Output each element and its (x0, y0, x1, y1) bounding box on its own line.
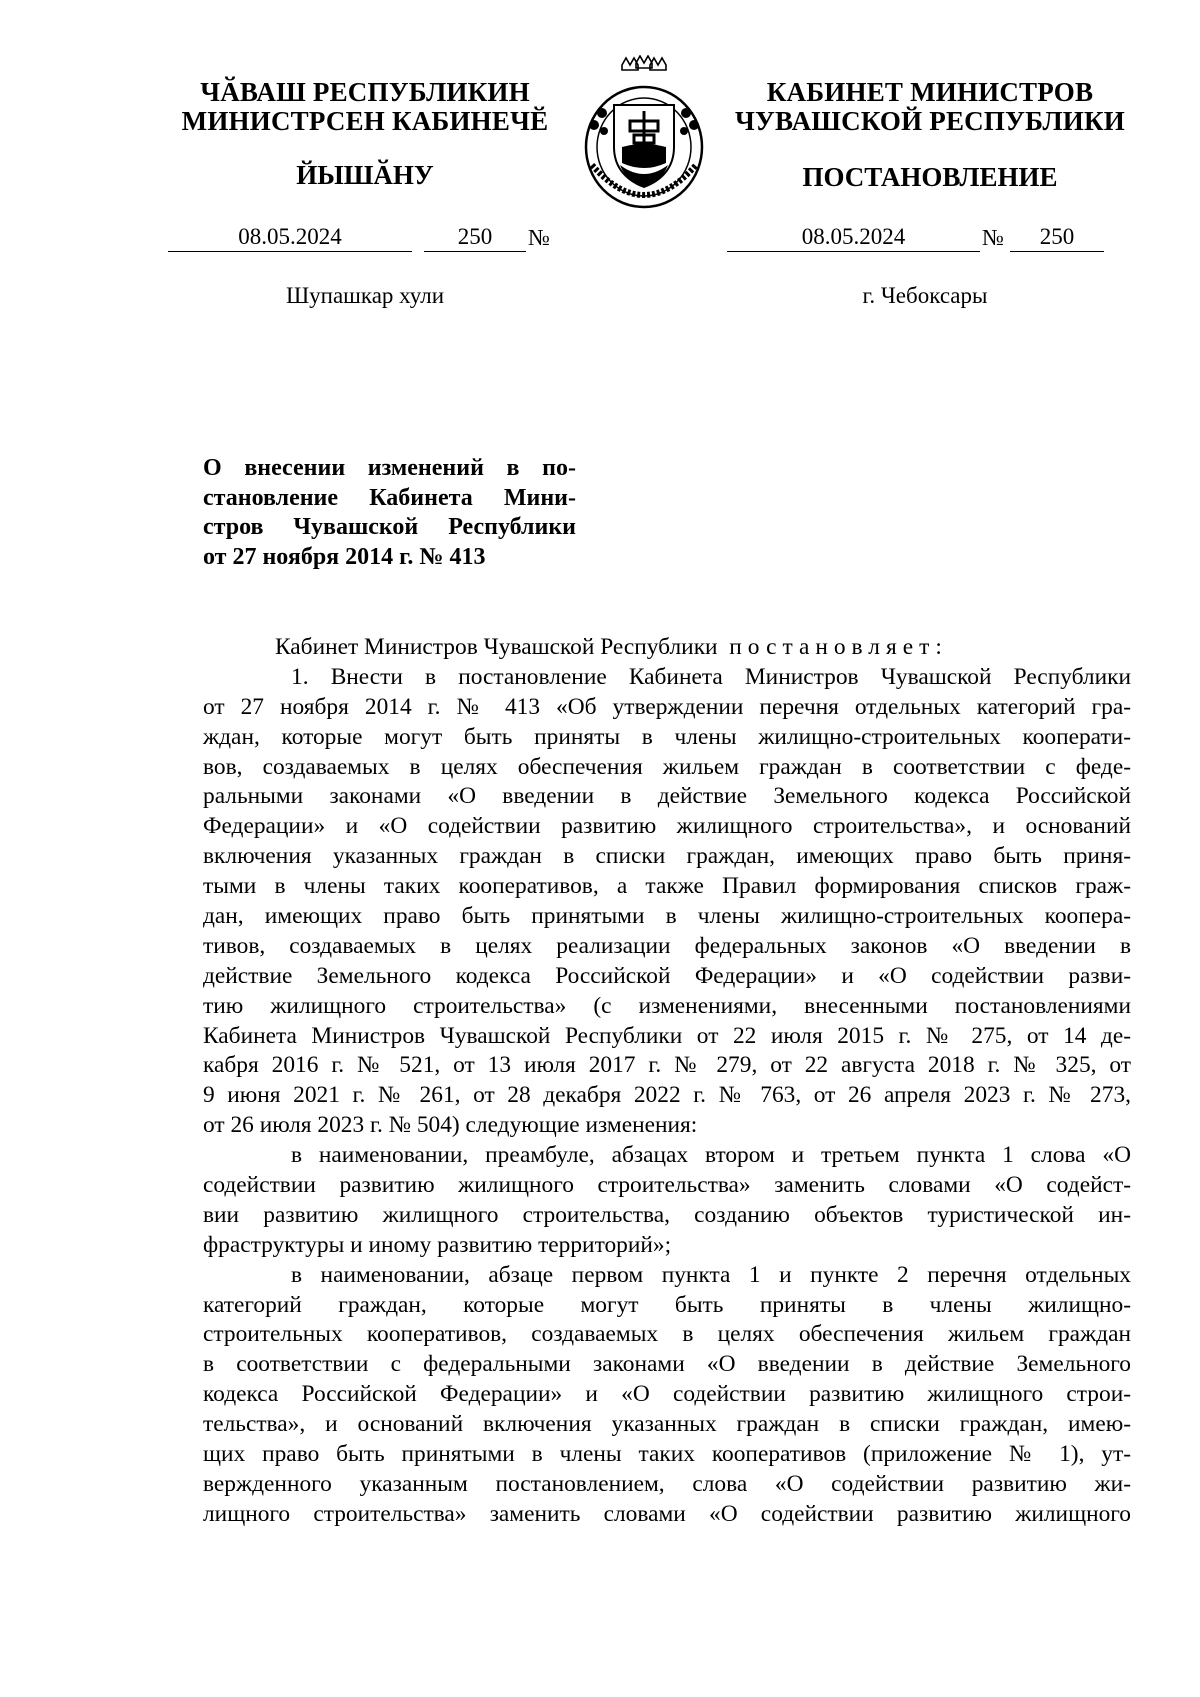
chuvash-coat-of-arms-icon (574, 55, 714, 213)
body-line: тивов, создаваемых в целях реализации федеральных законов «О введении в (203, 932, 1131, 959)
right-city: г. Чебоксары (862, 283, 988, 308)
body-line: ждан, которые могут быть приняты в члены жилищно-строительных кооперати- (203, 723, 1131, 750)
right-org-name (730, 78, 1130, 136)
left-number-field: 250 (424, 224, 526, 252)
body-line: содействии развитию жилищного строительства» заменить словами «О содейст- (203, 1172, 1131, 1199)
body-line: в соответствии с федеральными законами «О введении в действие Земельного (203, 1351, 1131, 1378)
right-doc-type: ПОСТАНОВЛЕНИЕ (802, 162, 1058, 192)
body-line: вержденного указанным постановлением, слова «О содействии развитию жи- (203, 1470, 1131, 1497)
right-number-field: 250 (1010, 224, 1104, 252)
document-title (203, 454, 576, 572)
left-city: Шупашкар хули (285, 283, 445, 308)
body-line: фраструктуры и иному развитию территорий»; (203, 1231, 672, 1258)
left-org-line1: ЧӐВАШ РЕСПУБЛИКИН (200, 77, 530, 107)
body-line: Кабинета Министров Чувашской Республики от 22 июля 2015 г. № 275, от 14 де- (203, 1022, 1131, 1049)
body-line: включения указанных граждан в списки граждан, имеющих право быть приня- (203, 843, 1131, 870)
title-line: стров Чувашской Республики (203, 514, 576, 540)
right-org-line1: КАБИНЕТ МИНИСТРОВ (766, 77, 1094, 107)
body-line: тию жилищного строительства» (с изменениями, внесенными постановлениями (203, 992, 1131, 1019)
body-line: строительных кооперативов, создаваемых в целях обеспечения жильем граждан (203, 1321, 1131, 1348)
left-org-name (165, 78, 565, 136)
body-line: кодекса Российской Федерации» и «О содействии развитию жилищного строи- (203, 1381, 1131, 1408)
body-line: щих право быть принятыми в члены таких кооперативов (приложение № 1), ут- (203, 1441, 1131, 1468)
body-line: 9 июня 2021 г. № 261, от 28 декабря 2022 г. № 763, от 26 апреля 2023 г. № 273, (203, 1082, 1131, 1109)
body-line: действие Земельного кодекса Российской Федерации» и «О содействии разви- (203, 962, 1131, 989)
intro-prefix: Кабинет Министров Чувашской Республики (275, 634, 718, 660)
body-line: кабря 2016 г. № 521, от 13 июля 2017 г. № 279, от 22 августа 2018 г. № 325, от (203, 1052, 1131, 1079)
body-line: тыми в члены таких кооперативов, а также Правил формирования списков граж- (203, 873, 1131, 900)
body-line: вии развитию жилищного строительства, созданию объектов туристической ин- (203, 1201, 1131, 1228)
right-org-line2: ЧУВАШСКОЙ РЕСПУБЛИКИ (735, 106, 1125, 136)
body-line: Федерации» и «О содействии развитию жилищного строительства», и оснований (203, 813, 1131, 840)
body-line: ральными законами «О введении в действие Земельного кодекса Российской (203, 783, 1131, 810)
body-line: лищного строительства» заменить словами «О содействии развитию жилищного (203, 1500, 1131, 1527)
left-number-sign: № (528, 225, 550, 250)
left-doc-type: ЙЫШӐНУ (296, 160, 434, 190)
body-line: в наименовании, абзаце первом пункта 1 и пункте 2 перечня отдельных (291, 1261, 1131, 1288)
body-line: категорий граждан, которые могут быть приняты в члены жилищно- (203, 1291, 1131, 1318)
body-line: тельства», и оснований включения указанных граждан в списки граждан, имею- (203, 1411, 1131, 1438)
body-line: от 26 июля 2023 г. № 504) следующие изменения: (203, 1112, 698, 1139)
document-body (203, 633, 1131, 1530)
intro-verb: постановляет: (729, 634, 948, 660)
title-line: становление Кабинета Мини- (203, 484, 576, 511)
body-line: вов, создаваемых в целях обеспечения жильем граждан в соответствии с феде- (203, 753, 1131, 780)
right-date-field: 08.05.2024 (727, 224, 980, 252)
body-line: дан, имеющих право быть принятыми в члены жилищно-строительных коопера- (203, 903, 1131, 930)
title-line: О внесении изменений в по- (203, 455, 576, 481)
left-date-field: 08.05.2024 (168, 224, 412, 252)
body-line: от 27 ноября 2014 г. № 413 «Об утверждении перечня отдельных категорий гра- (203, 693, 1131, 720)
left-org-line2: МИНИСТРСЕН КАБИНЕЧӖ (181, 106, 549, 136)
intro-line (203, 633, 1131, 663)
right-number-sign: № (982, 225, 1004, 250)
body-line: 1. Внести в постановление Кабинета Министров Чувашской Республики (291, 663, 1131, 690)
title-line: от 27 ноября 2014 г. № 413 (203, 543, 486, 570)
body-line: в наименовании, преамбуле, абзацах втором и третьем пункта 1 слова «О (291, 1142, 1131, 1169)
